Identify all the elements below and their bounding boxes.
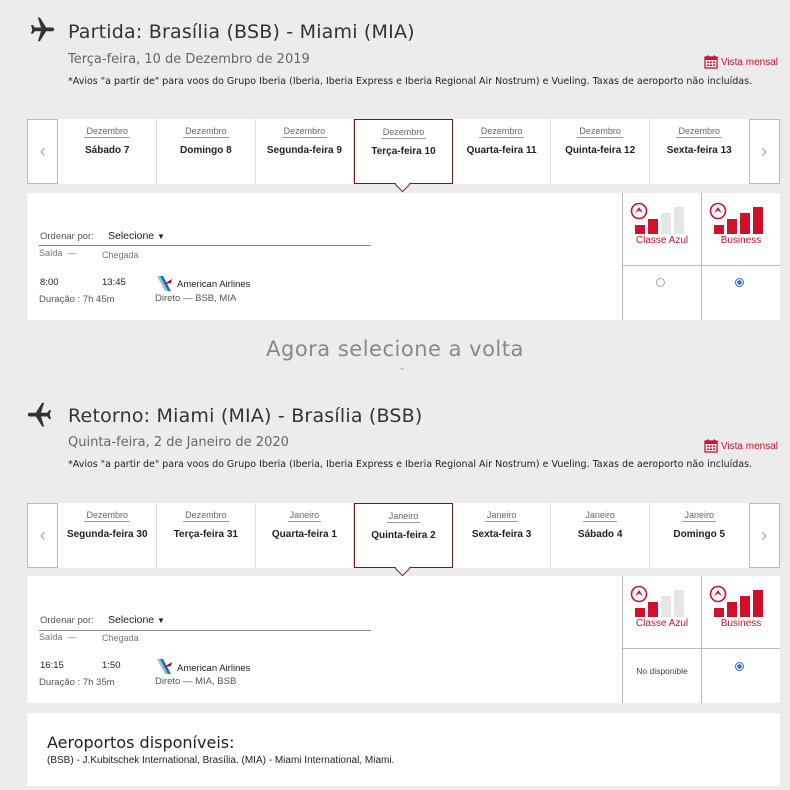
return-next-dates-button[interactable] <box>749 503 780 568</box>
caret-down-icon: ▼ <box>157 616 165 625</box>
unavailable-label: No disponible <box>636 666 688 676</box>
return-day-0[interactable] <box>58 503 157 568</box>
day-month: Dezembro <box>480 126 523 136</box>
return-section <box>0 384 790 714</box>
departure-time: 8:00 <box>40 277 59 288</box>
cabin-name: Classe Azul <box>635 618 689 629</box>
outbound-business-radio[interactable] <box>735 278 744 287</box>
outbound-fare-note: *Avios "a partir de" para voos do Grupo Iberia (Iberia, Iberia Express e Iberia Regional Air Nostrum) e Vueling. Taxas de aeroporto não incluídas. <box>68 76 753 87</box>
airplane-icon <box>26 15 56 45</box>
cabin-name: Business <box>720 235 762 246</box>
airports-heading: Aeroportos disponíveis: <box>47 733 235 752</box>
outbound-date: Terça-feira, 10 de Dezembro de 2019 <box>68 52 310 67</box>
return-day-2[interactable] <box>256 503 355 568</box>
day-label: Quarta-feira 1 <box>271 529 337 540</box>
day-month: Janeiro <box>289 510 320 520</box>
outbound-day-0[interactable] <box>58 119 157 184</box>
day-label: Sexta-feira 3 <box>471 529 532 540</box>
day-month: Janeiro <box>684 510 714 520</box>
day-label: Sábado 7 <box>85 145 130 156</box>
calendar-icon <box>704 439 718 453</box>
day-month: Dezembro <box>283 126 326 136</box>
day-month: Janeiro <box>388 511 419 521</box>
return-sort-select[interactable] <box>108 614 165 626</box>
day-label: Segunda-feira 9 <box>266 145 342 156</box>
arrival-time: 1:50 <box>102 660 121 671</box>
flight-duration: Duração : 7h 45m <box>39 294 115 305</box>
airports-text: (BSB) - J.Kubitschek International, Brasília. (MIA) - Miami International, Miami. <box>47 755 395 766</box>
sort-value: Selecione <box>108 614 155 626</box>
cabin-name: Classe Azul <box>635 235 689 246</box>
chevron-left-icon: ‹ <box>39 525 46 545</box>
return-fare-note: *Avios "a partir de" para voos do Grupo Iberia (Iberia, Iberia Express e Iberia Regional Air Nostrum) e Vueling. Taxas de aeroporto não incluídas. <box>68 459 753 470</box>
calendar-icon <box>704 55 718 69</box>
day-month: Dezembro <box>579 126 621 136</box>
sort-underline <box>39 630 371 631</box>
outbound-next-dates-button[interactable] <box>749 119 780 184</box>
return-day-5[interactable] <box>551 503 650 568</box>
cabin-header <box>702 193 780 266</box>
caret-down-icon: ▼ <box>157 232 165 241</box>
return-title: Retorno: Miami (MIA) - Brasília (BSB) <box>68 405 423 427</box>
day-month: Dezembro <box>86 126 128 136</box>
arrival-time: 13:45 <box>102 277 126 288</box>
arrival-label: Chegada <box>102 633 139 643</box>
chevron-left-icon: ‹ <box>39 141 46 161</box>
day-label: Quinta-feira 12 <box>565 145 636 156</box>
outbound-date-strip <box>27 119 780 184</box>
return-cabin-classe-azul <box>622 576 701 703</box>
day-label: Quarta-feira 11 <box>466 145 537 156</box>
sort-value: Selecione <box>108 230 155 242</box>
day-label: Segunda-feira 30 <box>66 529 148 540</box>
outbound-day-6[interactable] <box>650 119 749 184</box>
day-label: Domingo 8 <box>179 145 232 156</box>
sort-label: Ordenar por: <box>40 615 94 626</box>
sort-underline <box>39 245 371 246</box>
day-month: Dezembro <box>678 126 720 136</box>
departure-label: Saída — <box>39 248 77 258</box>
return-business-radio[interactable] <box>735 662 744 671</box>
day-label: Domingo 5 <box>673 529 726 540</box>
outbound-cabin-business <box>701 193 780 320</box>
airplane-icon <box>26 399 56 429</box>
cabin-availability-bars <box>634 589 690 617</box>
cabin-header <box>623 576 701 649</box>
outbound-day-5[interactable] <box>551 119 650 184</box>
arrival-label: Chegada <box>102 250 139 260</box>
outbound-sort-select[interactable] <box>108 230 165 242</box>
outbound-cabin-classe-azul <box>622 193 701 320</box>
american-airlines-logo <box>156 275 173 292</box>
day-month: Dezembro <box>86 510 128 520</box>
day-label: Quinta-feira 2 <box>371 530 436 541</box>
outbound-section <box>0 0 790 330</box>
return-date-strip <box>27 503 780 568</box>
return-day-1[interactable] <box>157 503 256 568</box>
flight-duration: Duração : 7h 35m <box>39 677 115 688</box>
return-prev-dates-button[interactable] <box>27 503 58 568</box>
return-cabin-business <box>701 576 780 703</box>
day-label: Sábado 4 <box>577 529 623 540</box>
monthly-view-label: Vista mensal <box>720 56 778 68</box>
return-day-6[interactable] <box>650 503 749 568</box>
monthly-view-label: Vista mensal <box>720 440 778 452</box>
return-day-4[interactable] <box>453 503 552 568</box>
return-flight-panel <box>27 576 780 703</box>
day-month: Dezembro <box>382 127 425 137</box>
cabin-header <box>623 193 701 266</box>
flight-route: Direto — MIA, BSB <box>155 676 237 687</box>
outbound-title: Partida: Brasília (BSB) - Miami (MIA) <box>68 21 415 43</box>
outbound-classe-azul-radio[interactable] <box>656 278 665 287</box>
cabin-header <box>702 576 780 649</box>
airline-name: American Airlines <box>177 663 251 674</box>
outbound-prev-dates-button[interactable] <box>27 119 58 184</box>
airline-name: American Airlines <box>177 279 251 290</box>
available-airports-panel <box>27 713 780 786</box>
return-day-3-selected[interactable] <box>354 503 453 568</box>
flight-route: Direto — BSB, MIA <box>155 293 237 304</box>
return-monthly-view-link[interactable] <box>704 439 778 453</box>
outbound-flight-panel <box>27 193 780 320</box>
outbound-day-4[interactable] <box>453 119 552 184</box>
day-month: Dezembro <box>185 126 227 136</box>
chevron-down-icon: ⌄ <box>398 362 407 373</box>
day-month: Dezembro <box>185 510 227 520</box>
chevron-right-icon: › <box>761 525 768 545</box>
day-label: Terça-feira 10 <box>371 146 436 157</box>
cabin-name: Business <box>720 618 762 629</box>
outbound-monthly-view-link[interactable] <box>704 55 778 69</box>
cabin-availability-bars <box>713 206 769 234</box>
chevron-right-icon: › <box>761 141 768 161</box>
return-date: Quinta-feira, 2 de Janeiro de 2020 <box>68 435 289 450</box>
day-month: Janeiro <box>486 510 517 520</box>
cabin-availability-bars <box>634 206 690 234</box>
cabin-availability-bars <box>713 589 769 617</box>
american-airlines-logo <box>156 658 173 675</box>
departure-time: 16:15 <box>40 660 64 671</box>
outbound-day-1[interactable] <box>157 119 256 184</box>
day-label: Sexta-feira 13 <box>666 145 732 156</box>
outbound-day-3-selected[interactable] <box>354 119 453 184</box>
day-month: Janeiro <box>585 510 615 520</box>
outbound-day-2[interactable] <box>256 119 355 184</box>
day-label: Terça-feira 31 <box>173 529 238 540</box>
sort-label: Ordenar por: <box>40 231 94 242</box>
select-return-heading: Agora selecione a volta <box>266 337 524 361</box>
departure-label: Saída — <box>39 632 77 642</box>
